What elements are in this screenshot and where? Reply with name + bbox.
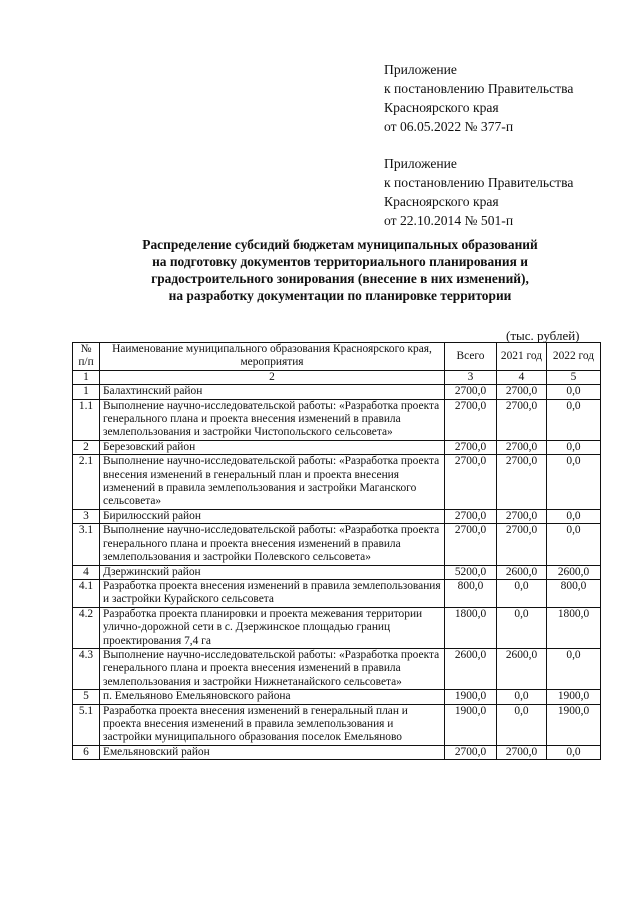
column-number: 3 [445, 370, 497, 384]
row-total: 2700,0 [445, 399, 497, 440]
header-2021: 2021 год [497, 343, 547, 371]
units-label: (тыс. рублей) [506, 328, 580, 343]
row-name: Выполнение научно-исследовательской работы: «Разработка проекта генерального плана и проекта внесения изменений в правила землепользования и застройки Нижнетанайского сельсовета» [100, 648, 445, 689]
row-number: 2.1 [73, 455, 100, 510]
title-line: Распределение субсидий бюджетам муниципальных образований [142, 237, 538, 252]
row-2021: 2700,0 [497, 509, 547, 523]
approval-block-original [384, 154, 624, 230]
title-line: на разработку документации по планировке территории [168, 288, 512, 303]
row-2022: 1800,0 [547, 607, 601, 648]
row-total: 2700,0 [445, 455, 497, 510]
table-row [73, 565, 601, 579]
header-total: Всего [445, 343, 497, 371]
row-total: 2700,0 [445, 745, 497, 759]
row-name: п. Емельяново Емельяновского района [100, 690, 445, 704]
row-2021: 2700,0 [497, 399, 547, 440]
row-number: 2 [73, 440, 100, 454]
row-number: 3.1 [73, 524, 100, 565]
row-number: 5 [73, 690, 100, 704]
row-number: 1.1 [73, 399, 100, 440]
column-number: 5 [547, 370, 601, 384]
row-2021: 2700,0 [497, 745, 547, 759]
table-row [73, 385, 601, 399]
approval-line: Красноярского края [384, 100, 499, 115]
row-name: Выполнение научно-исследовательской работы: «Разработка проекта внесения изменений в генеральный план и проекта внесения изменений в правила землепользования и застройки Маганского сельсовета» [100, 455, 445, 510]
table-row [73, 399, 601, 440]
row-2022: 2600,0 [547, 565, 601, 579]
row-2022: 0,0 [547, 440, 601, 454]
column-number-row [73, 370, 601, 384]
table-row [73, 745, 601, 759]
row-2022: 0,0 [547, 385, 601, 399]
row-2021: 2700,0 [497, 385, 547, 399]
row-name: Емельяновский район [100, 745, 445, 759]
table-row [73, 524, 601, 565]
column-number: 1 [73, 370, 100, 384]
row-2022: 0,0 [547, 524, 601, 565]
row-total: 800,0 [445, 579, 497, 607]
row-number: 4.3 [73, 648, 100, 689]
table-row [73, 440, 601, 454]
header-row [73, 343, 601, 371]
row-total: 2700,0 [445, 509, 497, 523]
row-name: Дзержинский район [100, 565, 445, 579]
row-total: 1800,0 [445, 607, 497, 648]
row-total: 2700,0 [445, 440, 497, 454]
subsidy-table [72, 342, 601, 760]
row-total: 2700,0 [445, 524, 497, 565]
row-number: 1 [73, 385, 100, 399]
approval-line: Красноярского края [384, 194, 499, 209]
row-number: 4.1 [73, 579, 100, 607]
row-2021: 2700,0 [497, 455, 547, 510]
title-line: градостроительного зонирования (внесение в них изменений), [151, 271, 529, 286]
table-row [73, 607, 601, 648]
table-body [73, 385, 601, 760]
row-2021: 0,0 [497, 704, 547, 745]
row-total: 1900,0 [445, 704, 497, 745]
approval-line: от 22.10.2014 № 501-п [384, 213, 514, 228]
row-total: 2700,0 [445, 385, 497, 399]
row-total: 1900,0 [445, 690, 497, 704]
approval-line: от 06.05.2022 № 377-п [384, 119, 514, 134]
row-name: Разработка проекта внесения изменений в правила землепользования и застройки Курайского сельсовета [100, 579, 445, 607]
table-row [73, 579, 601, 607]
row-name: Выполнение научно-исследовательской работы: «Разработка проекта генерального плана и проекта внесения изменений в правила землепользования и застройки Чистопольского сельсовета» [100, 399, 445, 440]
column-number: 2 [100, 370, 445, 384]
row-2021: 2600,0 [497, 648, 547, 689]
row-name: Разработка проекта планировки и проекта межевания территории улично-дорожной сети в с. Дзержинское площадью границ проектирования 7,4 га [100, 607, 445, 648]
row-name: Выполнение научно-исследовательской работы: «Разработка проекта генерального плана и проекта внесения изменений в правила землепользования и застройки Полевского сельсовета» [100, 524, 445, 565]
row-2021: 0,0 [497, 579, 547, 607]
table-row [73, 455, 601, 510]
row-number: 5.1 [73, 704, 100, 745]
approval-line: Приложение [384, 62, 457, 77]
approval-line: Приложение [384, 156, 457, 171]
row-name: Березовский район [100, 440, 445, 454]
row-2022: 0,0 [547, 509, 601, 523]
row-number: 6 [73, 745, 100, 759]
column-number: 4 [497, 370, 547, 384]
header-name: Наименование муниципального образования Красноярского края, мероприятия [100, 343, 445, 371]
row-2022: 1900,0 [547, 690, 601, 704]
table-row [73, 704, 601, 745]
approval-block-current [384, 60, 624, 136]
row-2021: 0,0 [497, 690, 547, 704]
row-2022: 0,0 [547, 648, 601, 689]
header-2022: 2022 год [547, 343, 601, 371]
table-row [73, 509, 601, 523]
row-2021: 2600,0 [497, 565, 547, 579]
row-name: Балахтинский район [100, 385, 445, 399]
row-number: 3 [73, 509, 100, 523]
title-line: на подготовку документов территориального планирования и [152, 254, 528, 269]
row-name: Разработка проекта внесения изменений в генеральный план и проекта внесения изменений в правила землепользования и застройки муниципального образования поселок Емельяново [100, 704, 445, 745]
row-2022: 800,0 [547, 579, 601, 607]
row-number: 4.2 [73, 607, 100, 648]
row-2021: 2700,0 [497, 524, 547, 565]
approval-stamps [384, 60, 624, 248]
table-row [73, 690, 601, 704]
header-num: № п/п [73, 343, 100, 371]
document-title [60, 236, 620, 304]
row-2022: 1900,0 [547, 704, 601, 745]
table-row [73, 648, 601, 689]
row-total: 5200,0 [445, 565, 497, 579]
row-2021: 0,0 [497, 607, 547, 648]
row-2021: 2700,0 [497, 440, 547, 454]
row-2022: 0,0 [547, 455, 601, 510]
row-2022: 0,0 [547, 745, 601, 759]
row-total: 2600,0 [445, 648, 497, 689]
row-number: 4 [73, 565, 100, 579]
approval-line: к постановлению Правительства [384, 175, 574, 190]
row-name: Бирилюсский район [100, 509, 445, 523]
approval-line: к постановлению Правительства [384, 81, 574, 96]
row-2022: 0,0 [547, 399, 601, 440]
